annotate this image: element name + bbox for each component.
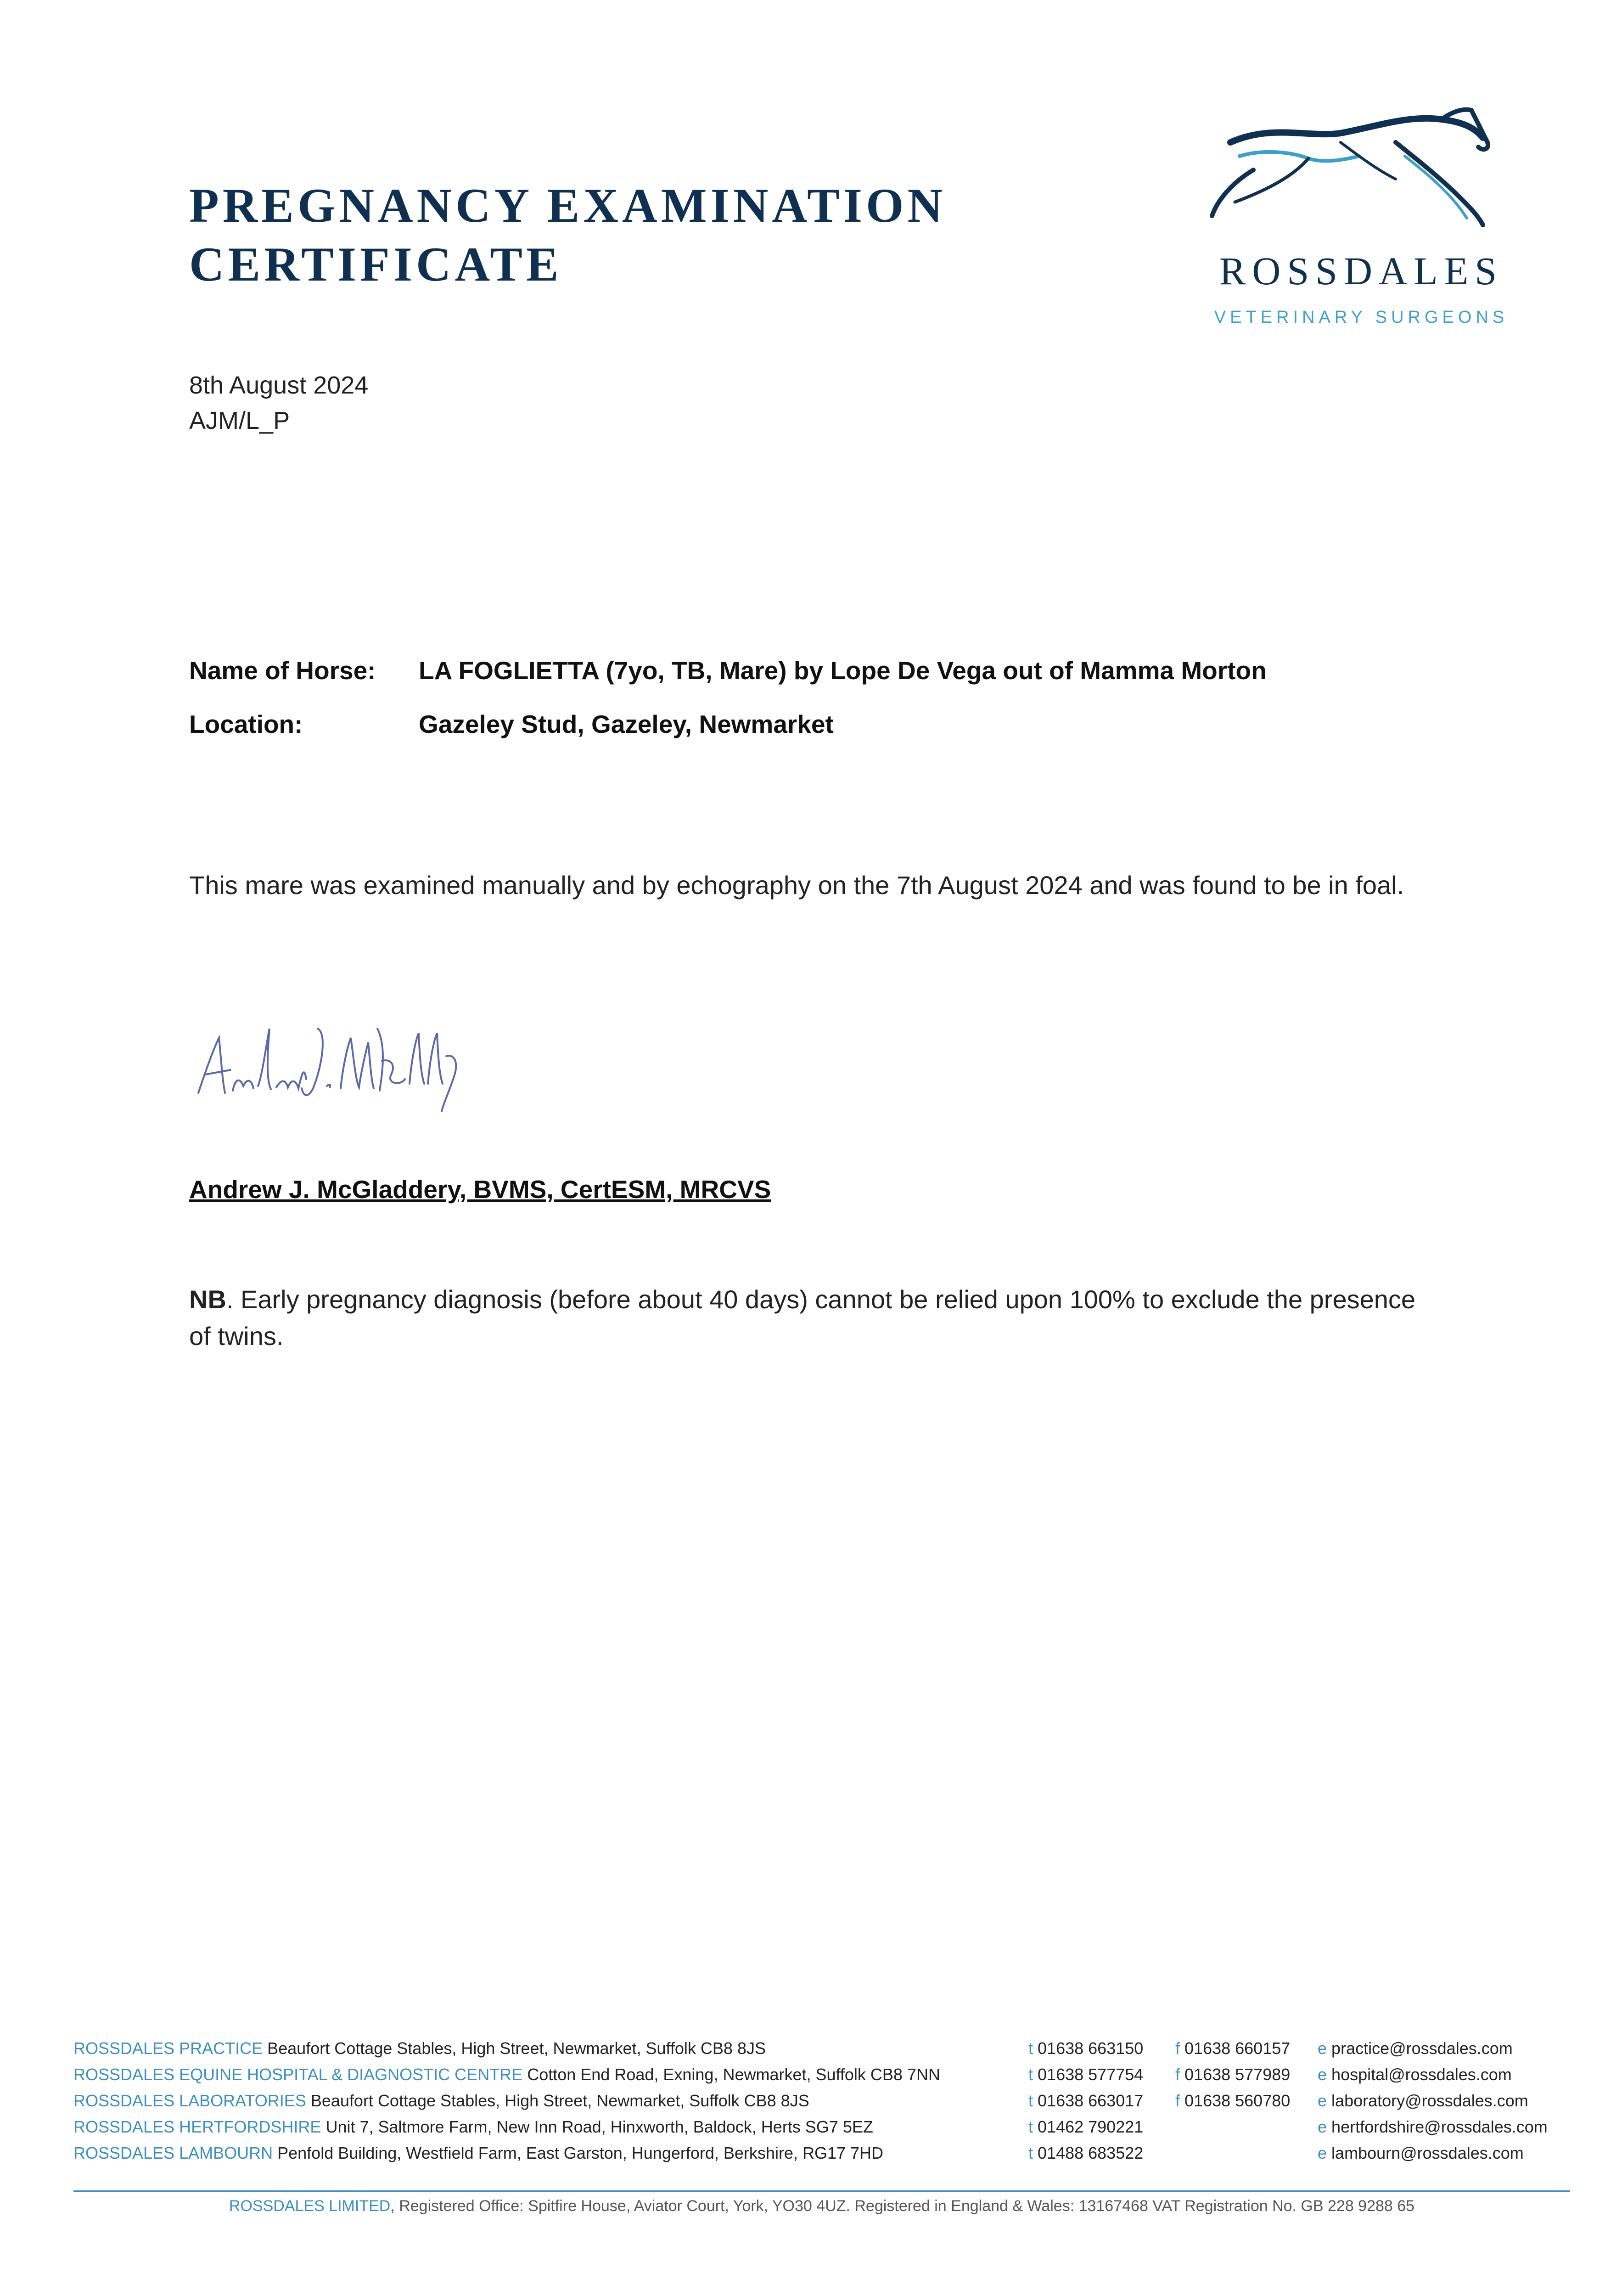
footer-email[interactable]: hertfordshire@rossdales.com <box>1331 2117 1548 2136</box>
footer-row-hospital <box>73 2065 1570 2092</box>
legal-registration <box>73 2197 1570 2215</box>
logo-wordmark: ROSSDALES <box>1219 249 1504 293</box>
email-label: e <box>1318 2065 1327 2084</box>
footer-phone: 01462 790221 <box>1038 2117 1144 2136</box>
footer-email[interactable]: laboratory@rossdales.com <box>1331 2091 1528 2110</box>
footer-fax: 01638 577989 <box>1184 2065 1291 2084</box>
footer-row-lambourn <box>73 2144 1570 2170</box>
footer-address: Cotton End Road, Exning, Newmarket, Suffolk CB8 7NN <box>522 2065 940 2084</box>
legal-org: ROSSDALES LIMITED <box>229 2197 391 2215</box>
email-label: e <box>1318 2039 1327 2058</box>
title-line-2: CERTIFICATE <box>189 237 562 291</box>
legal-text: , Registered Office: Spitfire House, Aviator Court, York, YO30 4UZ. Registered in England & Wales: 13167468 VAT Registration No. GB 228 9288 65 <box>390 2197 1415 2215</box>
note-bold-label: NB <box>189 1285 226 1314</box>
certificate-title <box>189 176 946 294</box>
phone-label: t <box>1028 2039 1033 2058</box>
footer-address: Penfold Building, Westfield Farm, East Garston, Hungerford, Berkshire, RG17 7HD <box>273 2144 884 2162</box>
footer-fax: 01638 560780 <box>1184 2091 1291 2110</box>
phone-label: t <box>1028 2117 1033 2136</box>
handwritten-signature-icon <box>189 1010 474 1116</box>
footer-org: ROSSDALES LAMBOURN <box>73 2144 273 2162</box>
footer-email[interactable]: practice@rossdales.com <box>1331 2039 1513 2058</box>
signer-name: Andrew J. McGladdery, BVMS, CertESM, MRCVS <box>189 1175 771 1204</box>
footer-org: ROSSDALES LABORATORIES <box>73 2091 306 2110</box>
footer-address: Beaufort Cottage Stables, High Street, Newmarket, Suffolk CB8 8JS <box>306 2091 809 2110</box>
footer-phone: 01638 663017 <box>1038 2091 1144 2110</box>
phone-label: t <box>1028 2091 1033 2110</box>
email-label: e <box>1318 2091 1327 2110</box>
footer-email[interactable]: lambourn@rossdales.com <box>1331 2144 1524 2162</box>
email-label: e <box>1318 2144 1327 2162</box>
footer-fax: 01638 660157 <box>1184 2039 1291 2058</box>
footer-row-hertfordshire <box>73 2117 1570 2144</box>
examination-statement: This mare was examined manually and by echography on the 7th August 2024 and was found to be in foal. <box>189 871 1404 900</box>
pregnancy-note <box>189 1281 1420 1355</box>
field-value-location: Gazeley Stud, Gazeley, Newmarket <box>419 710 834 738</box>
phone-label: t <box>1028 2065 1033 2084</box>
footer-address: Unit 7, Saltmore Farm, New Inn Road, Hinxworth, Baldock, Herts SG7 5EZ <box>321 2117 873 2136</box>
footer-divider <box>73 2190 1570 2192</box>
footer-org: ROSSDALES PRACTICE <box>73 2039 263 2058</box>
field-value-horse: LA FOGLIETTA (7yo, TB, Mare) by Lope De Vega out of Mamma Morton <box>419 656 1267 685</box>
logo-subtitle: VETERINARY SURGEONS <box>1214 308 1509 327</box>
footer-phone: 01638 663150 <box>1038 2039 1144 2058</box>
note-text: . Early pregnancy diagnosis (before about 40 days) cannot be relied upon 100% to exclude the presence of twins. <box>189 1285 1416 1351</box>
letter-reference: AJM/L_P <box>189 407 290 434</box>
footer-address: Beaufort Cottage Stables, High Street, Newmarket, Suffolk CB8 8JS <box>263 2039 766 2058</box>
footer-phone: 01488 683522 <box>1038 2144 1144 2162</box>
email-label: e <box>1318 2117 1327 2136</box>
footer-org: ROSSDALES EQUINE HOSPITAL & DIAGNOSTIC CENTRE <box>73 2065 523 2084</box>
footer-email[interactable]: hospital@rossdales.com <box>1331 2065 1512 2084</box>
phone-label: t <box>1028 2144 1033 2162</box>
fax-label: f <box>1175 2039 1180 2058</box>
footer-row-laboratories <box>73 2091 1570 2118</box>
title-line-1: PREGNANCY EXAMINATION <box>189 179 947 232</box>
footer-row-practice <box>73 2039 1570 2065</box>
footer-org: ROSSDALES HERTFORDSHIRE <box>73 2117 321 2136</box>
fax-label: f <box>1175 2091 1180 2110</box>
field-label-horse: Name of Horse: <box>189 656 376 685</box>
footer-phone: 01638 577754 <box>1038 2065 1144 2084</box>
fax-label: f <box>1175 2065 1180 2084</box>
letter-date: 8th August 2024 <box>189 371 369 399</box>
field-label-location: Location: <box>189 710 303 738</box>
